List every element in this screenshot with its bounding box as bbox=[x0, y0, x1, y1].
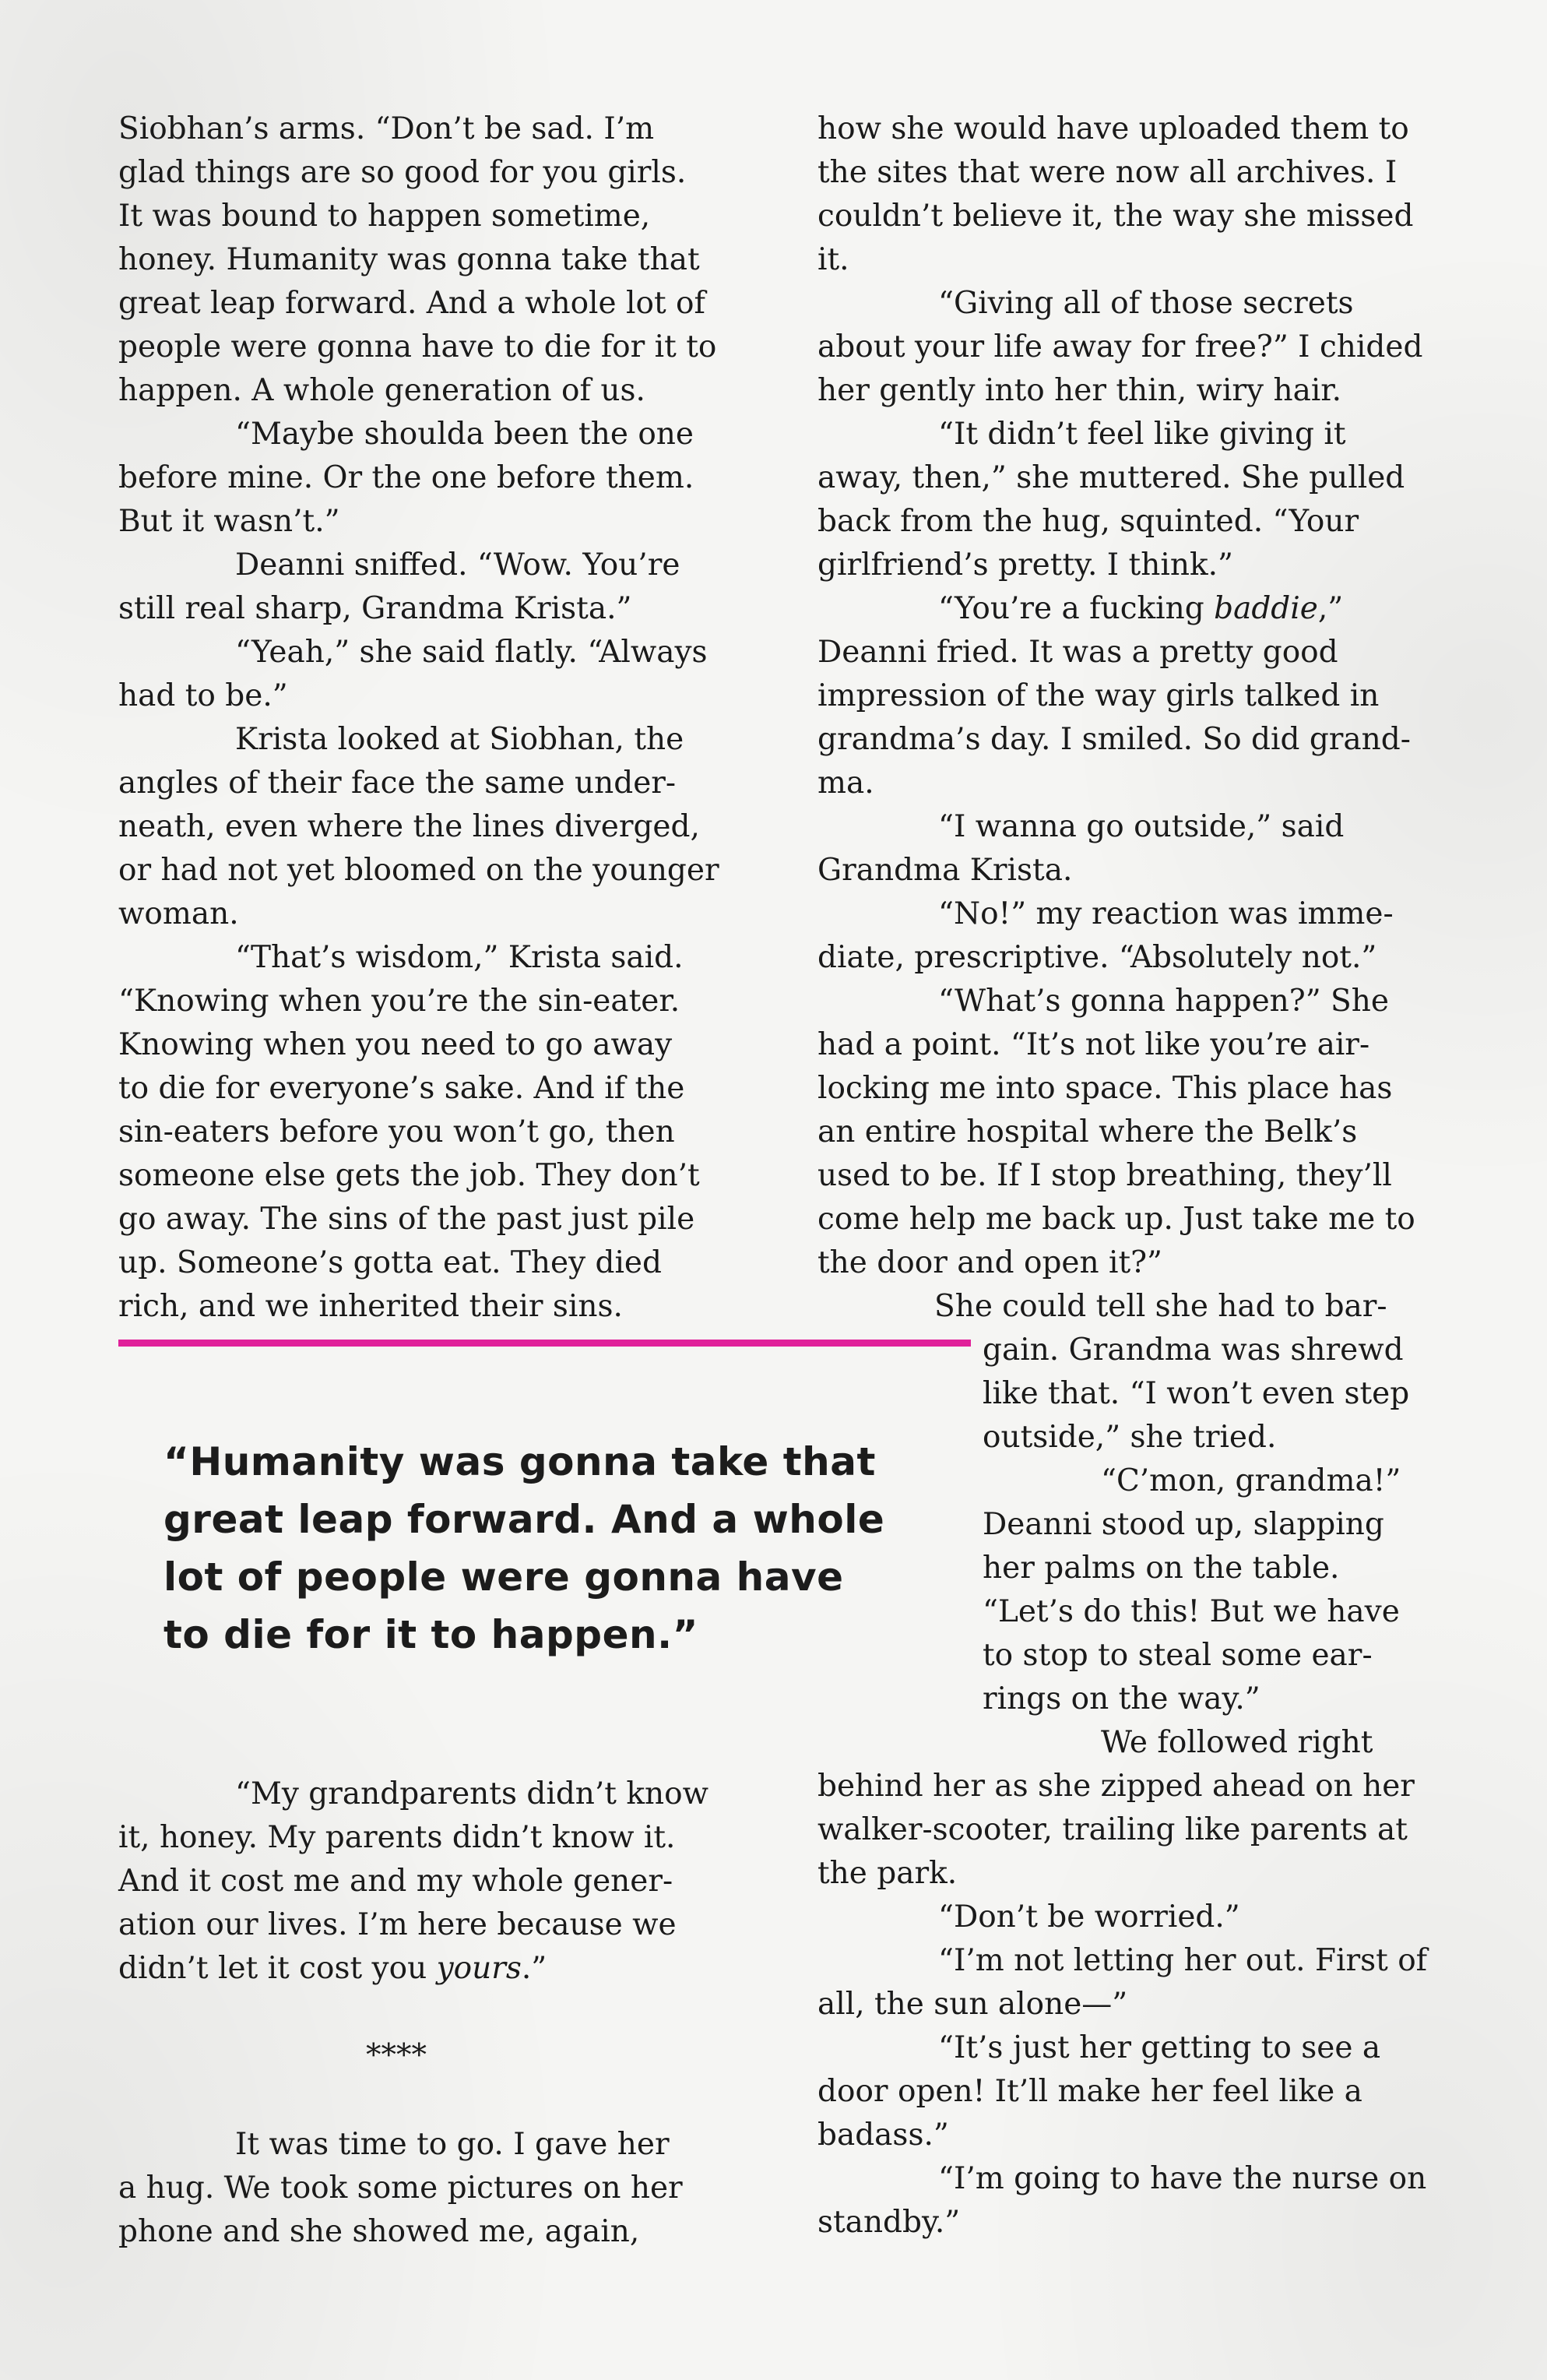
text-line: had to be.” bbox=[118, 678, 288, 713]
text-line: But it wasn’t.” bbox=[118, 504, 340, 539]
text-line: neath, even where the lines diverged, bbox=[118, 809, 700, 844]
text-line: “It didn’t feel like giving it bbox=[938, 417, 1346, 452]
text-line: Krista looked at Siobhan, the bbox=[235, 722, 684, 757]
text-line: And it cost me and my whole gener- bbox=[118, 1864, 673, 1899]
pull-quote-line: to die for it to happen.” bbox=[163, 1612, 698, 1657]
italic-word: baddie bbox=[1214, 591, 1318, 626]
text-line: “Yeah,” she said flatly. “Always bbox=[235, 635, 708, 670]
text-line: the door and open it?” bbox=[817, 1245, 1162, 1280]
text-line: like that. “I won’t even step bbox=[983, 1376, 1410, 1411]
text-line: Deanni fried. It was a pretty good bbox=[817, 635, 1338, 670]
text-line: locking me into space. This place has bbox=[817, 1071, 1393, 1106]
text-line: used to be. If I stop breathing, they’ll bbox=[817, 1158, 1392, 1193]
text-line: standby.” bbox=[817, 2205, 961, 2240]
text-line: it. bbox=[817, 242, 849, 277]
text-line: impression of the way girls talked in bbox=[817, 678, 1380, 713]
text-line: how she would have uploaded them to bbox=[817, 111, 1409, 146]
text-line: “That’s wisdom,” Krista said. bbox=[235, 940, 684, 975]
text-line: go away. The sins of the past just pile bbox=[118, 1202, 695, 1237]
text-line: It was time to go. I gave her bbox=[235, 2127, 670, 2162]
text-line: her palms on the table. bbox=[983, 1551, 1340, 1586]
text-line: “Maybe shoulda been the one bbox=[235, 417, 694, 452]
text-line: ma. bbox=[817, 766, 874, 801]
text-line: come help me back up. Just take me to bbox=[817, 1202, 1415, 1237]
text-line: door open! It’ll make her feel like a bbox=[817, 2074, 1362, 2109]
pull-quote-line: “Humanity was gonna take that bbox=[163, 1439, 876, 1484]
text-line: badass.” bbox=[817, 2118, 949, 2153]
text-line: woman. bbox=[118, 896, 239, 931]
text-line: up. Someone’s gotta eat. They died bbox=[118, 1245, 662, 1280]
text-line: great leap forward. And a whole lot of bbox=[118, 286, 705, 321]
text-line: phone and she showed me, again, bbox=[118, 2214, 640, 2249]
text-line: “My grandparents didn’t know bbox=[235, 1776, 708, 1811]
text-line: people were gonna have to die for it to bbox=[118, 329, 717, 364]
text-line: to stop to steal some ear- bbox=[983, 1638, 1373, 1673]
text-line: outside,” she tried. bbox=[983, 1420, 1277, 1455]
text-line: Siobhan’s arms. “Don’t be sad. I’m bbox=[118, 111, 655, 146]
text-span: ,” bbox=[1317, 591, 1344, 626]
text-span: .” bbox=[521, 1951, 547, 1986]
text-line: had a point. “It’s not like you’re air- bbox=[817, 1027, 1370, 1062]
pull-quote-line: lot of people were gonna have bbox=[163, 1554, 844, 1600]
text-line: to die for everyone’s sake. And if the bbox=[118, 1071, 685, 1106]
text-line: sin-eaters before you won’t go, then bbox=[118, 1114, 675, 1150]
text-line: rings on the way.” bbox=[983, 1681, 1260, 1716]
text-line: “What’s gonna happen?” She bbox=[938, 984, 1389, 1019]
text-line: “Don’t be worried.” bbox=[938, 1899, 1240, 1935]
text-line: “Knowing when you’re the sin-eater. bbox=[118, 984, 680, 1019]
text-line: it, honey. My parents didn’t know it. bbox=[118, 1820, 676, 1855]
pull-quote-line: great leap forward. And a whole bbox=[163, 1497, 885, 1542]
text-line: “No!” my reaction was imme- bbox=[938, 896, 1394, 931]
text-line: Grandma Krista. bbox=[817, 853, 1073, 888]
text-line: Knowing when you need to go away bbox=[118, 1027, 673, 1062]
text-line bbox=[118, 1947, 547, 1991]
text-line: away, then,” she muttered. She pulled bbox=[817, 460, 1405, 495]
text-line: angles of their face the same under- bbox=[118, 766, 677, 801]
text-line: “I’m going to have the nurse on bbox=[938, 2161, 1427, 2196]
italic-word: yours bbox=[436, 1951, 522, 1986]
text-line: “C’mon, grandma!” bbox=[1101, 1463, 1401, 1498]
text-line: about your life away for free?” I chided bbox=[817, 329, 1423, 364]
text-line: diate, prescriptive. “Absolutely not.” bbox=[817, 940, 1377, 975]
text-line: all, the sun alone—” bbox=[817, 1987, 1128, 2022]
text-line: the park. bbox=[817, 1856, 958, 1891]
text-line: behind her as she zipped ahead on her bbox=[817, 1769, 1415, 1804]
text-line: glad things are so good for you girls. bbox=[118, 155, 687, 190]
text-line: “Let’s do this! But we have bbox=[983, 1594, 1400, 1629]
text-line: a hug. We took some pictures on her bbox=[118, 2171, 683, 2206]
text-line bbox=[938, 587, 1343, 631]
text-line: girlfriend’s pretty. I think.” bbox=[817, 547, 1233, 583]
text-line: the sites that were now all archives. I bbox=[817, 155, 1398, 190]
text-line: an entire hospital where the Belk’s bbox=[817, 1114, 1358, 1150]
text-line: “Giving all of those secrets bbox=[938, 286, 1354, 321]
text-line: Deanni stood up, slapping bbox=[983, 1507, 1384, 1542]
text-line: or had not yet bloomed on the younger bbox=[118, 853, 719, 888]
text-span: “You’re a fucking bbox=[938, 591, 1215, 626]
text-line: Deanni sniffed. “Wow. You’re bbox=[235, 547, 680, 583]
text-span: didn’t let it cost you bbox=[118, 1951, 437, 1986]
text-line: “It’s just her getting to see a bbox=[938, 2030, 1381, 2065]
text-line: honey. Humanity was gonna take that bbox=[118, 242, 700, 277]
text-line: her gently into her thin, wiry hair. bbox=[817, 373, 1342, 408]
text-line: “I’m not letting her out. First of bbox=[938, 1943, 1428, 1978]
pull-quote-divider-rule bbox=[118, 1340, 971, 1347]
text-line: gain. Grandma was shrewd bbox=[983, 1333, 1404, 1368]
text-line: “I wanna go outside,” said bbox=[938, 809, 1345, 844]
section-separator: **** bbox=[366, 2038, 427, 2073]
text-line: We followed right bbox=[1101, 1725, 1373, 1760]
text-line: It was bound to happen sometime, bbox=[118, 199, 651, 234]
text-line: back from the hug, squinted. “Your bbox=[817, 504, 1359, 539]
text-line: rich, and we inherited their sins. bbox=[118, 1289, 623, 1324]
text-line: She could tell she had to bar- bbox=[934, 1289, 1387, 1324]
text-line: couldn’t believe it, the way she missed bbox=[817, 199, 1414, 234]
text-line: grandma’s day. I smiled. So did grand- bbox=[817, 722, 1411, 757]
text-line: someone else gets the job. They don’t bbox=[118, 1158, 700, 1193]
text-line: walker-scooter, trailing like parents at bbox=[817, 1812, 1408, 1847]
text-line: before mine. Or the one before them. bbox=[118, 460, 694, 495]
text-line: still real sharp, Grandma Krista.” bbox=[118, 591, 632, 626]
text-line: happen. A whole generation of us. bbox=[118, 373, 645, 408]
text-line: ation our lives. I’m here because we bbox=[118, 1907, 677, 1942]
